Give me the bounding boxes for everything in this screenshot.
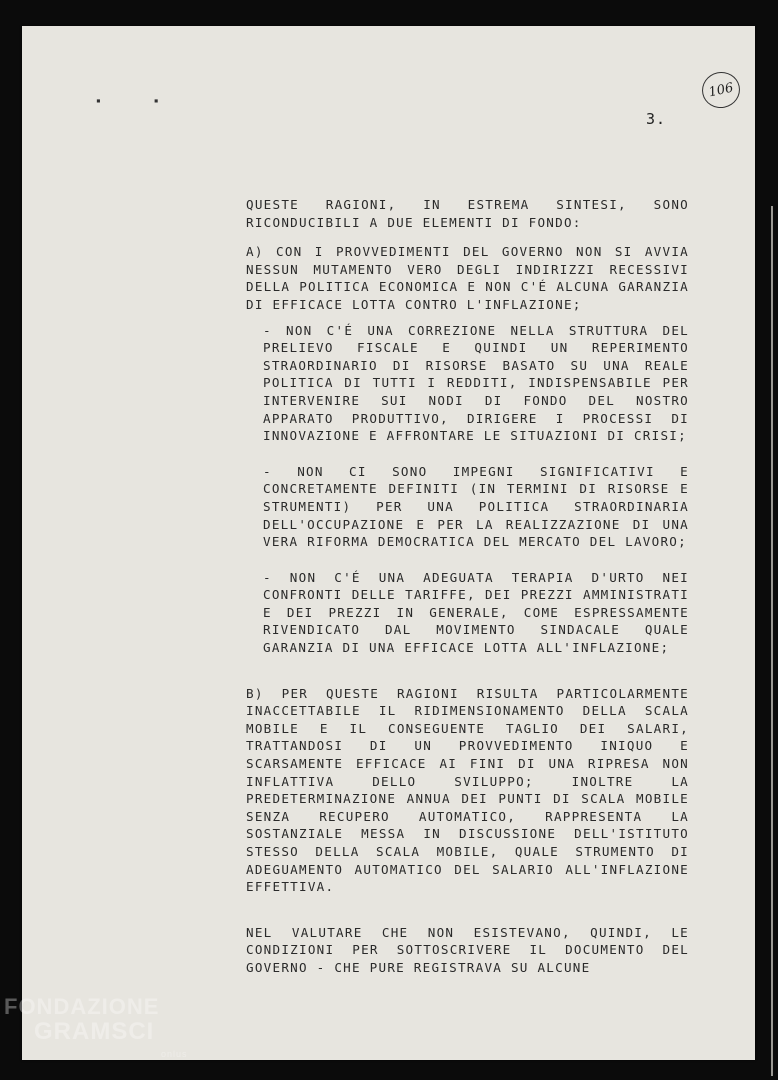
point-a-paragraph: A) CON I PROVVEDIMENTI DEL GOVERNO NON SI AVVIA NESSUN MUTAMENTO VERO DEGLI INDIRIZZI RECESSIVI DELLA POLITICA ECONOMICA E NON C'É ALCUNA GARANZIA DI EFFICACE LOTTA CONTRO L'INFLAZIONE; (246, 244, 689, 312)
point-b-paragraph: B) PER QUESTE RAGIONI RISULTA PARTICOLARMENTE INACCETTABILE IL RIDIMENSIONAMENTO DELLA SCALA MOBILE E IL CONSEGUENTE TAGLIO DEI SALARI, TRATTANDOSI DI UN PROVVEDIMENTO INIQUO E SCARSAMENTE EFFICACE AI FINI DI UNA RIPRESA NON INFLATTIVA DELLO SVILUPPO; INOLTRE LA PREDETERMINAZIONE ANNUA DEI PUNTI DI SCALA MOBILE SENZA RECUPERO AUTOMATICO, RAPPRESENTA LA SOSTANZIALE MESSA IN DISCUSSIONE DELL'ISTITUTO STESSO DELLA SCALA MOBILE, QUALE STRUMENTO DI ADEGUAMENTO AUTOMATICO DEL SALARIO ALL'INFLAZIONE EFFETTIVA. (246, 685, 689, 895)
page-edge-shadow (771, 206, 773, 1076)
watermark-line1: FONDAZIONE (4, 994, 160, 1019)
page-number: 3. (646, 110, 667, 128)
bullet-employment-paragraph: - NON CI SONO IMPEGNI SIGNIFICATIVI E CONCRETAMENTE DEFINITI (IN TERMINI DI RISORSE E STRUMENTI) PER UNA POLITICA STRAORDINARIA DELL'OCCUPAZIONE E PER LA REALIZZAZIONE DI UNA VERA RIFORMA DEMOCRATICA DEL MERCATO DEL LAVORO; (263, 463, 689, 550)
fondazione-gramsci-watermark (4, 994, 188, 1059)
document-page (22, 26, 755, 1060)
typed-text-body (246, 196, 689, 977)
bullet-prices-paragraph: - NON C'É UNA ADEGUATA TERAPIA D'URTO NEI CONFRONTI DELLE TARIFFE, DEI PREZZI AMMINISTRATI E DEI PREZZI IN GENERALE, COME ESPRESSAMENTE RIVENDICATO DAL MOVIMENTO SINDACALE QUALE GARANZIA DI UNA EFFICACE LOTTA ALL'INFLAZIONE; (263, 569, 689, 656)
watermark-line2: GRAMSCI (34, 1018, 155, 1045)
intro-paragraph: QUESTE RAGIONI, IN ESTREMA SINTESI, SONO RICONDUCIBILI A DUE ELEMENTI DI FONDO: (246, 197, 689, 230)
bullet-fiscal-paragraph: - NON C'É UNA CORREZIONE NELLA STRUTTURA DEL PRELIEVO FISCALE E QUINDI UN REPERIMENTO STRAORDINARIO DI RISORSE BASATO SU UNA REALE POLITICA DI TUTTI I REDDITI, INDISPENSABILE PER INTERVENIRE SUI NODI DI FONDO DEL NOSTRO APPARATO PRODUTTIVO, DIRIGERE I PROCESSI DI INNOVAZIONE E AFFRONTARE LE SITUAZIONI DI CRISI; (263, 322, 689, 444)
watermark-line3: onlus (161, 1049, 188, 1059)
conclusion-paragraph: NEL VALUTARE CHE NON ESISTEVANO, QUINDI, LE CONDIZIONI PER SOTTOSCRIVERE IL DOCUMENTO DEL GOVERNO - CHE PURE REGISTRAVA SU ALCUNE (246, 924, 689, 975)
archive-number-stamp: 106 (699, 68, 744, 111)
scan-specks: ▪ ▪ (96, 96, 159, 105)
